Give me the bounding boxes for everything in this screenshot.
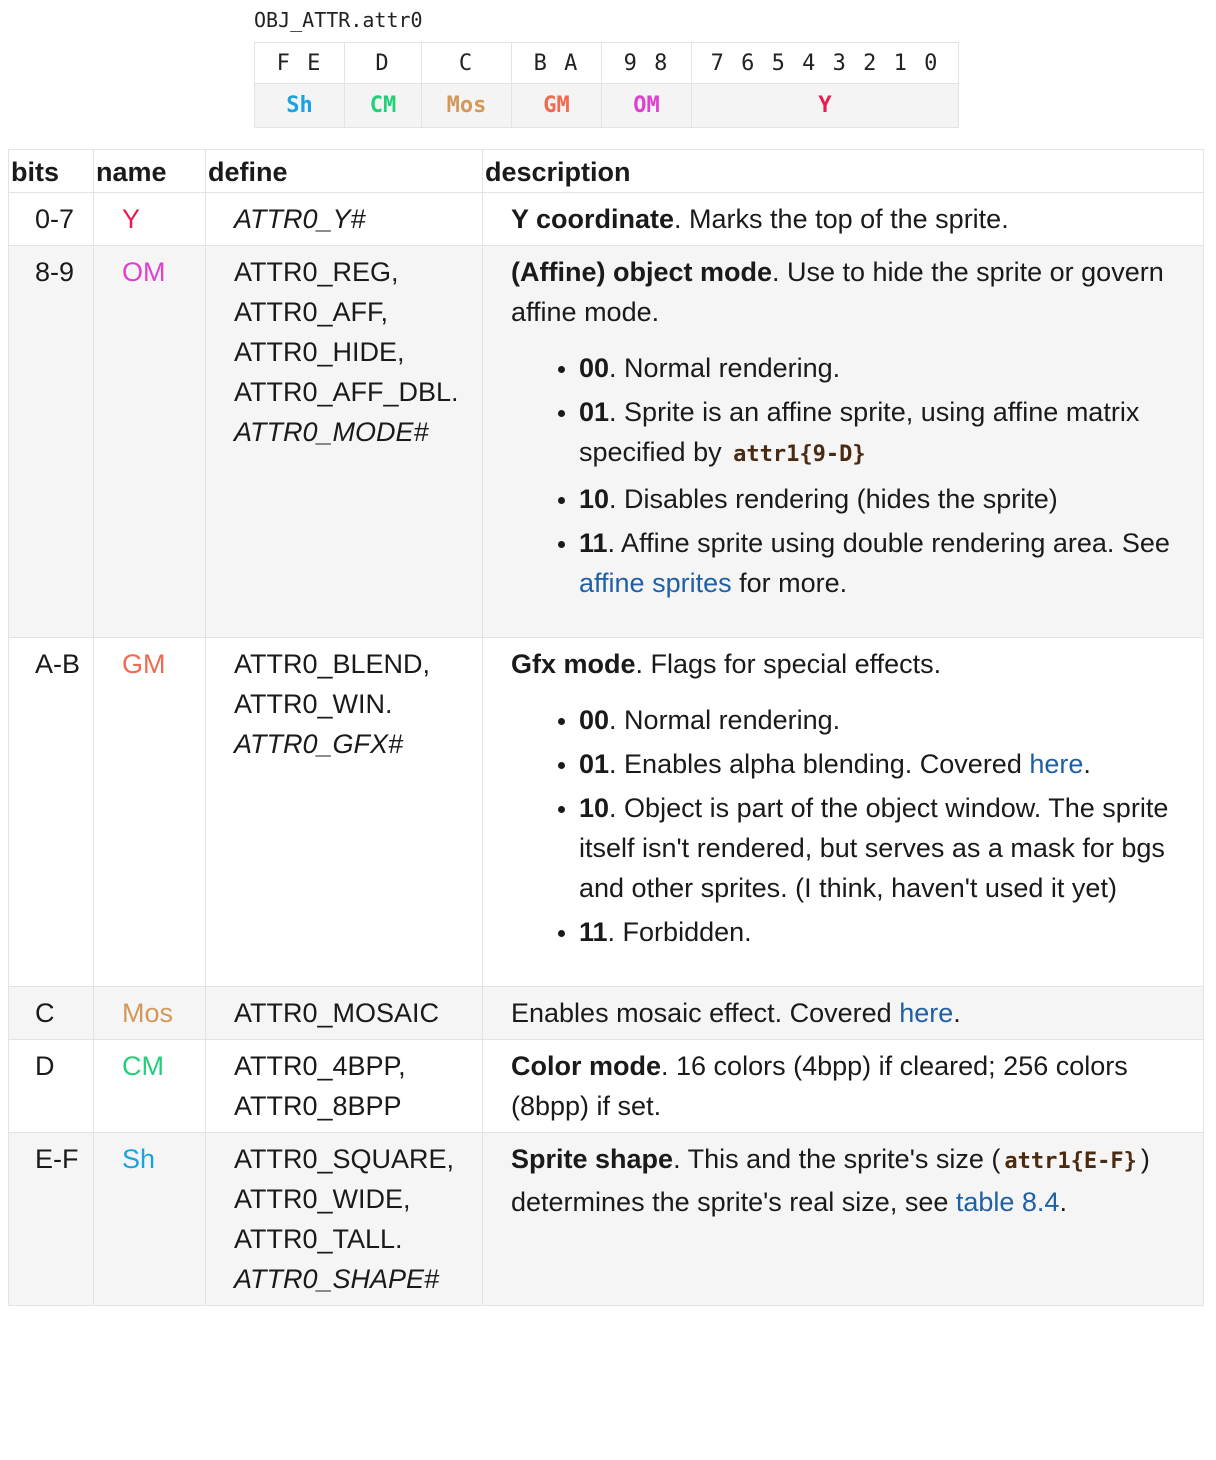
bits-cell: 8-9 xyxy=(9,246,94,638)
item-text-after: for more. xyxy=(731,568,848,598)
bits-cell: C xyxy=(9,987,94,1040)
mosaic-here-link[interactable]: here xyxy=(899,998,954,1028)
define-cell xyxy=(206,1133,483,1306)
name-cell: OM xyxy=(94,246,206,638)
define-item: ATTR0_AFF_DBL. xyxy=(234,377,459,407)
table-row xyxy=(9,246,1204,638)
description-cell xyxy=(483,1040,1204,1133)
gfx-mode-list xyxy=(511,700,1179,952)
table-8-4-link[interactable]: table 8.4 xyxy=(955,1187,1060,1217)
list-item xyxy=(579,392,1179,475)
field-y: Y xyxy=(692,84,959,128)
bits-cell: E-F xyxy=(9,1133,94,1306)
define-item: ATTR0_REG, xyxy=(234,257,399,287)
item-text-after: . xyxy=(1083,749,1091,779)
desc-bold: Gfx mode xyxy=(511,649,636,679)
header-bits: bits xyxy=(9,150,94,193)
item-code: 00 xyxy=(579,705,610,735)
table-row xyxy=(9,1133,1204,1306)
define-item: ATTR0_8BPP xyxy=(234,1091,402,1121)
bits-cell: A-B xyxy=(9,638,94,987)
field-sh: Sh xyxy=(255,84,345,128)
define-macro: ATTR0_Y# xyxy=(234,204,366,234)
desc-bold: Color mode xyxy=(511,1051,662,1081)
item-code: 10 xyxy=(579,793,610,823)
item-code: 11 xyxy=(579,528,608,558)
field-mos: Mos xyxy=(422,84,512,128)
item-code: 01 xyxy=(579,397,610,427)
desc-after: . xyxy=(953,998,961,1028)
desc-bold: Y coordinate xyxy=(511,204,675,234)
define-item: ATTR0_SQUARE, xyxy=(234,1144,455,1174)
bit-cell: C xyxy=(422,43,512,84)
define-macro: ATTR0_MODE# xyxy=(234,417,429,447)
define-cell xyxy=(206,638,483,987)
define-item: ATTR0_WIDE, xyxy=(234,1184,411,1214)
mode-list xyxy=(511,348,1179,603)
inline-code: attr1{E-F} xyxy=(1004,1149,1137,1174)
field-cm: CM xyxy=(345,84,422,128)
desc-text: . Use to hide the sprite or govern affine mode. xyxy=(511,257,1164,327)
desc-after: . xyxy=(1059,1187,1067,1217)
bits-cell: D xyxy=(9,1040,94,1133)
description-cell xyxy=(483,1133,1204,1306)
description-cell xyxy=(483,246,1204,638)
item-code: 00 xyxy=(579,353,610,383)
list-item xyxy=(579,348,1179,388)
desc-mid: ) determines the sprite's real size, see xyxy=(511,1144,1150,1217)
affine-sprites-link[interactable]: affine sprites xyxy=(579,568,732,598)
item-code: 01 xyxy=(579,749,610,779)
item-code: 10 xyxy=(579,484,610,514)
register-diagram xyxy=(254,42,959,128)
define-item: ATTR0_AFF, xyxy=(234,297,389,327)
bits-cell: 0-7 xyxy=(9,193,94,246)
define-cell xyxy=(206,193,483,246)
list-item xyxy=(579,744,1179,784)
name-cell: GM xyxy=(94,638,206,987)
description-cell xyxy=(483,987,1204,1040)
item-text: . Enables alpha blending. Covered xyxy=(609,749,1030,779)
item-text: . Disables rendering (hides the sprite) xyxy=(609,484,1058,514)
define-cell xyxy=(206,246,483,638)
desc-text: . Marks the top of the sprite. xyxy=(674,204,1009,234)
item-text: . Forbidden. xyxy=(607,917,752,947)
define-macro: ATTR0_SHAPE# xyxy=(234,1264,440,1294)
define-item: ATTR0_WIN. xyxy=(234,689,393,719)
item-text: . Normal rendering. xyxy=(609,353,841,383)
header-description: description xyxy=(483,150,1204,193)
define-item: ATTR0_MOSAIC xyxy=(234,998,440,1028)
define-item: ATTR0_TALL. xyxy=(234,1224,403,1254)
item-text: . Normal rendering. xyxy=(609,705,841,735)
define-item: ATTR0_HIDE, xyxy=(234,337,405,367)
item-text: . Object is part of the object window. The sprite itself isn't rendered, but serves as a mask for bgs and other sprites. (I think, haven't used it yet) xyxy=(579,793,1169,903)
bit-cell: 7 6 5 4 3 2 1 0 xyxy=(692,43,959,84)
desc-text: . 16 colors (4bpp) if cleared; 256 colors (8bpp) if set. xyxy=(511,1051,1128,1121)
table-row xyxy=(9,987,1204,1040)
desc-text: Enables mosaic effect. Covered xyxy=(511,998,900,1028)
desc-bold: (Affine) object mode xyxy=(511,257,772,287)
name-cell: Mos xyxy=(94,987,206,1040)
header-name: name xyxy=(94,150,206,193)
desc-bold: Sprite shape xyxy=(511,1144,674,1174)
bit-cell: F E xyxy=(255,43,345,84)
list-item xyxy=(579,523,1179,603)
table-row xyxy=(9,638,1204,987)
attr0-table xyxy=(8,149,1204,1306)
list-item xyxy=(579,912,1179,952)
item-text: . Affine sprite using double rendering area. See xyxy=(607,528,1170,558)
description-cell xyxy=(483,193,1204,246)
desc-text: . This and the sprite's size ( xyxy=(673,1144,1001,1174)
name-cell: Sh xyxy=(94,1133,206,1306)
item-text: . Sprite is an affine sprite, using affine matrix specified by xyxy=(579,397,1140,467)
header-row xyxy=(9,150,1204,193)
define-item: ATTR0_BLEND, xyxy=(234,649,431,679)
define-cell xyxy=(206,1040,483,1133)
name-cell: CM xyxy=(94,1040,206,1133)
item-code: 11 xyxy=(579,917,608,947)
blending-here-link[interactable]: here xyxy=(1029,749,1084,779)
define-item: ATTR0_4BPP, xyxy=(234,1051,406,1081)
inline-code: attr1{9-D} xyxy=(733,442,866,467)
list-item xyxy=(579,479,1179,519)
bit-cell: 9 8 xyxy=(602,43,692,84)
name-cell: Y xyxy=(94,193,206,246)
desc-text: . Flags for special effects. xyxy=(635,649,942,679)
list-item xyxy=(579,788,1179,908)
bit-cell: D xyxy=(345,43,422,84)
table-row xyxy=(9,1040,1204,1133)
field-gm: GM xyxy=(512,84,602,128)
field-om: OM xyxy=(602,84,692,128)
header-define: define xyxy=(206,150,483,193)
description-cell xyxy=(483,638,1204,987)
table-row xyxy=(9,193,1204,246)
define-cell xyxy=(206,987,483,1040)
define-macro: ATTR0_GFX# xyxy=(234,729,404,759)
list-item xyxy=(579,700,1179,740)
register-caption: OBJ_ATTR.attr0 xyxy=(254,8,423,32)
bit-cell: B A xyxy=(512,43,602,84)
